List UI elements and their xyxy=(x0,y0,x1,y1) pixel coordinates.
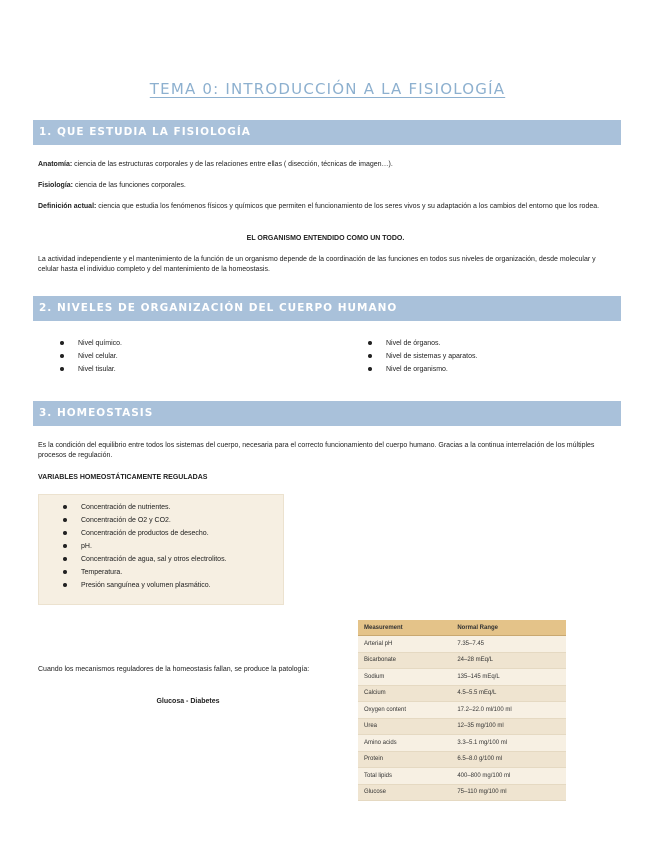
table-cell: Urea xyxy=(358,718,451,735)
list-item: Nivel de organismo. xyxy=(368,363,477,376)
fisiologia-term: Fisiología: xyxy=(38,182,73,189)
table-cell: Bicarbonate xyxy=(358,652,451,669)
list-item: Concentración de productos de desecho. xyxy=(63,527,227,540)
list-item: Temperatura. xyxy=(63,566,227,579)
table-cell: 7.35–7.45 xyxy=(451,636,566,653)
table-cell: 135–145 mEq/L xyxy=(451,669,566,686)
table-row xyxy=(358,702,566,719)
variables-subheading: VARIABLES HOMEOSTÁTICAMENTE REGULADAS xyxy=(38,474,208,481)
variables-list xyxy=(63,501,227,592)
table-row xyxy=(358,669,566,686)
table-cell: Calcium xyxy=(358,685,451,702)
variables-box xyxy=(38,494,284,605)
section-3-paragraph: Es la condición del equilibrio entre todos los sistemas del cuerpo, necesaria para el correcto funcionamiento del cuerpo humano. Gracias a la continua interrelación de los múltiples procesos de regulación. xyxy=(38,442,595,459)
section-3-heading: 3. HOMEOSTASIS xyxy=(33,401,621,426)
failure-text: Cuando los mecanismos reguladores de la homeostasis fallan, se produce la patología: xyxy=(38,666,310,673)
table-row xyxy=(358,652,566,669)
levels-list-right xyxy=(368,337,477,376)
table-cell: 75–110 mg/100 ml xyxy=(451,784,566,801)
table-cell: 3.3–5.1 mg/100 ml xyxy=(451,735,566,752)
table-cell: 400–800 mg/100 ml xyxy=(451,768,566,785)
table-cell: 4.5–5.5 mEq/L xyxy=(451,685,566,702)
list-item: Nivel de órganos. xyxy=(368,337,477,350)
list-item: Concentración de nutrientes. xyxy=(63,501,227,514)
table-cell: Protein xyxy=(358,751,451,768)
definicion-text: ciencia que estudia los fenómenos físicos y químicos que permiten el funcionamiento de los seres vivos y su adaptación a los cambios del entorno que los rodea. xyxy=(96,203,600,210)
list-item: Presión sanguínea y volumen plasmático. xyxy=(63,579,227,592)
section-2-heading: 2. NIVELES DE ORGANIZACIÓN DEL CUERPO HUMANO xyxy=(33,296,621,321)
table-row xyxy=(358,768,566,785)
table-row xyxy=(358,784,566,801)
table-cell: Amino acids xyxy=(358,735,451,752)
list-item: Nivel de sistemas y aparatos. xyxy=(368,350,477,363)
table-cell: 6.5–8.0 g/100 ml xyxy=(451,751,566,768)
table-cell: Glucose xyxy=(358,784,451,801)
column-header: Measurement xyxy=(358,620,451,636)
table-row xyxy=(358,751,566,768)
table-cell: Total lipids xyxy=(358,768,451,785)
anatomia-term: Anatomía: xyxy=(38,161,73,168)
table-row xyxy=(358,685,566,702)
organismo-statement: EL ORGANISMO ENTENDIDO COMO UN TODO. xyxy=(246,235,405,242)
list-item: Concentración de agua, sal y otros electrolitos. xyxy=(63,553,227,566)
section-1-paragraph: La actividad independiente y el mantenimiento de la función de un organismo depende de la coordinación de las funciones en todos sus niveles de organización, desde molecular y celular hasta el individuo completo y del mantenimiento de la homeostasis. xyxy=(38,256,596,273)
list-item: pH. xyxy=(63,540,227,553)
anatomia-definition xyxy=(38,160,613,170)
definicion-term: Definición actual: xyxy=(38,203,97,210)
table-row xyxy=(358,636,566,653)
definicion-actual xyxy=(38,202,613,212)
list-item: Nivel celular. xyxy=(60,350,122,363)
list-item: Nivel tisular. xyxy=(60,363,122,376)
normal-range-table xyxy=(358,620,566,801)
table-cell: Sodium xyxy=(358,669,451,686)
example-text: Glucosa - Diabetes xyxy=(156,698,220,705)
table-cell: 17.2–22.0 ml/100 ml xyxy=(451,702,566,719)
table-row xyxy=(358,718,566,735)
column-header: Normal Range xyxy=(451,620,566,636)
table-cell: 12–35 mg/100 ml xyxy=(451,718,566,735)
table-header-row xyxy=(358,620,566,636)
section-1-heading: 1. QUE ESTUDIA LA FISIOLOGÍA xyxy=(33,120,621,145)
list-item: Nivel químico. xyxy=(60,337,122,350)
page-title: TEMA 0: INTRODUCCIÓN A LA FISIOLOGÍA xyxy=(149,80,506,98)
table-row xyxy=(358,735,566,752)
table-cell: Oxygen content xyxy=(358,702,451,719)
table-cell: Arterial pH xyxy=(358,636,451,653)
list-item: Concentración de O2 y CO2. xyxy=(63,514,227,527)
levels-list-left xyxy=(60,337,122,376)
fisiologia-text: ciencia de las funciones corporales. xyxy=(73,182,186,189)
anatomia-text: ciencia de las estructuras corporales y de las relaciones entre ellas ( disección, técnicas de imagen…). xyxy=(72,161,393,168)
fisiologia-definition xyxy=(38,181,613,191)
table-cell: 24–28 mEq/L xyxy=(451,652,566,669)
